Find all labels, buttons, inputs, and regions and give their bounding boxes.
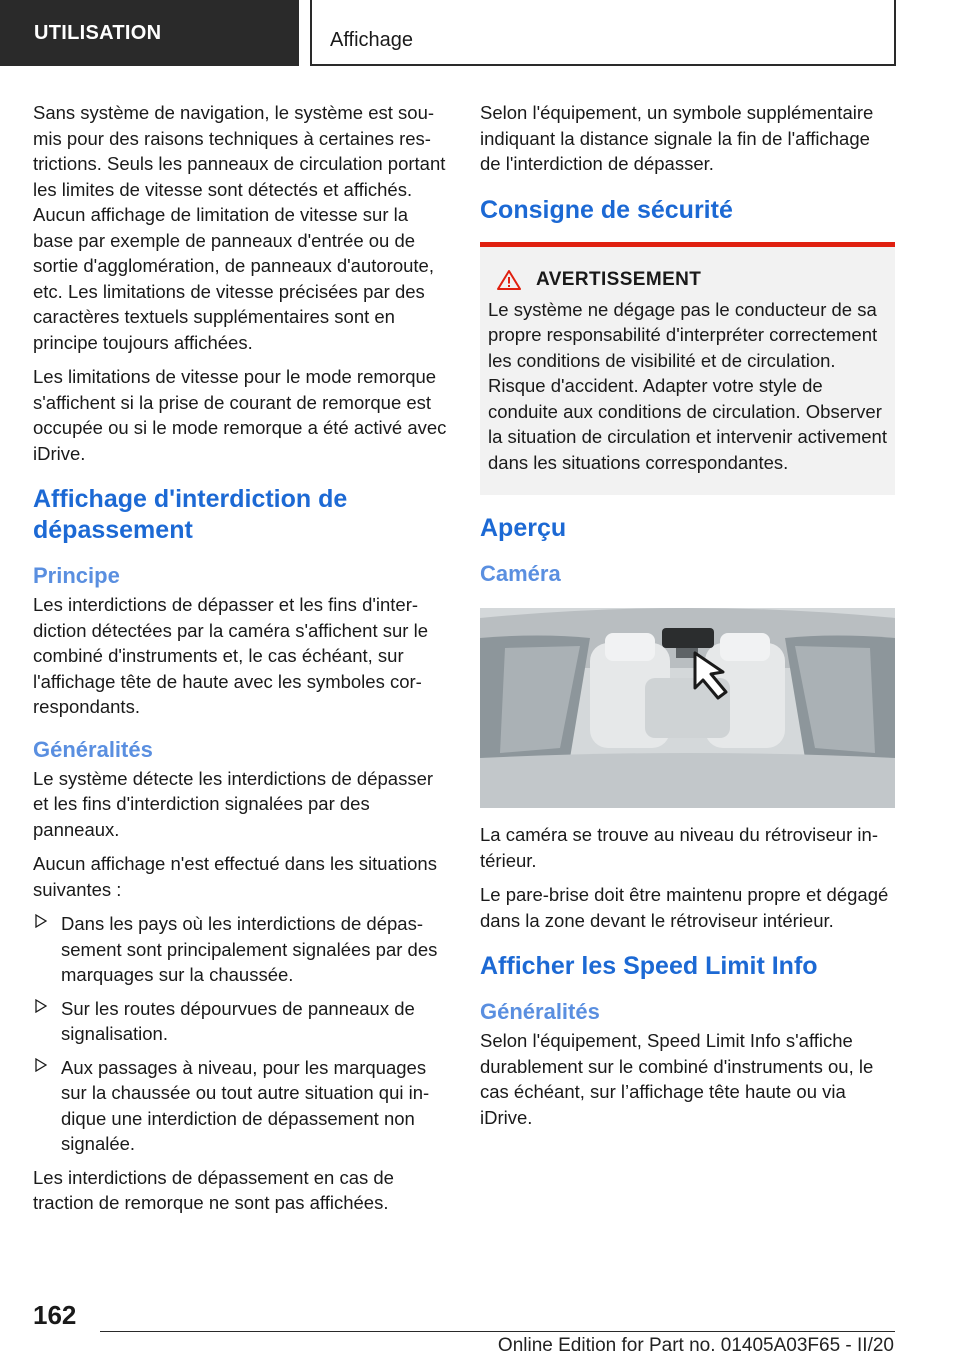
paragraph: Les limitations de vitesse pour le mode remorque s'affichent si la prise de courant de remorque est occupée ou si le mode remorque a été activé avec iDrive. [33,366,447,464]
paragraph: Selon l'équipement, un symbole supplémentaire indiquant la distance signale la fin de l'affichage de l'interdiction de dépasser. [480,102,874,174]
list-item [33,1055,451,1157]
subheading-principe: Principe [33,563,120,588]
list-item [33,911,451,988]
section-heading: Aperçu [480,514,567,542]
list-item-text: Dans les pays où les interdictions de dépassement sont principalement signalées par des marquages sur la chaussée. [61,913,438,985]
paragraph: Le pare-brise doit être maintenu propre et dégagé dans la zone devant le rétroviseur intérieur. [480,884,889,931]
page-number: 162 [33,1300,77,1330]
paragraph: Aucun affichage n'est effectué dans les situations suivantes : [33,853,437,900]
right-column [480,100,895,1139]
left-column [33,100,451,1225]
list-item [33,996,451,1047]
subheading-generalites: Généralités [480,999,600,1024]
paragraph: Sans système de navigation, le système est soumis pour des raisons techniques à certaines restrictions. Seuls les panneaux de circulation portant les limites de vitesse sont détectés et affichés. Aucun affichage de limitation de vitesse sur la base par exemple de panneaux d'entrée ou de sortie d'agglomération, de panneaux d'autoroute, etc. Les limitations de vitesse précisées par des caractères textuels supplémentaires sont en principe toujours affichées. [33,102,446,353]
edition-text: Online Edition for Part no. 01405A03F65 - II/20 [497,1335,894,1356]
section-heading: Affichage d'interdiction de dépassement [33,485,348,544]
paragraph: Le système détecte les interdictions de dépasser et les fins d'interdiction signalées par des panneaux. [33,767,434,840]
footer-divider [100,1331,895,1332]
paragraph: Les interdictions de dépassement en cas de traction de remorque ne sont pas affichées. [33,1166,394,1213]
page-title: Affichage [310,0,896,66]
camera-illustration [480,608,895,808]
triangle-bullet-icon [35,999,47,1013]
section-label: UTILISATION [0,0,299,66]
bullet-list [33,911,451,1157]
warning-triangle-icon [496,269,522,291]
section-heading: Consigne de sécurité [480,195,733,224]
list-item-text: Sur les routes dépourvues de panneaux de signalisation. [61,997,415,1044]
section-heading: Afficher les Speed Limit Info [480,952,818,980]
warning-title: AVERTISSEMENT [536,268,702,290]
paragraph: Selon l'équipement, Speed Limit Info s'affiche durablement sur le combiné d'instruments ou, le cas échéant, sur l’affichage tête haute ou via iDrive. [480,1030,874,1128]
triangle-bullet-icon [35,914,47,928]
paragraph: La caméra se trouve au niveau du rétroviseur intérieur. [480,824,878,871]
warning-box [480,242,895,496]
subheading-generalites: Généralités [33,736,153,762]
paragraph: Les interdictions de dépasser et les fins d'interdiction détectées par la caméra s'affichent sur le combiné d'instruments et, le cas échéant, sur l'affichage tête de haute avec les symboles correspondants. [33,594,428,717]
triangle-bullet-icon [35,1058,47,1072]
list-item-text: Aux passages à niveau, pour les marquages sur la chaussée ou tout autre situation qui indique une interdiction de dépassement non signalée. [61,1056,430,1154]
subheading-camera: Caméra [480,561,561,586]
warning-text: Le système ne dégage pas le conducteur de sa propre responsabilité d'interpréter correctement les conditions de visibilité et de circulation. Risque d'accident. Adapter votre style de conduite aux conditions de circulation. Observer la situation de circulation et intervenir activement dans les situations correspondantes. [488,298,887,473]
